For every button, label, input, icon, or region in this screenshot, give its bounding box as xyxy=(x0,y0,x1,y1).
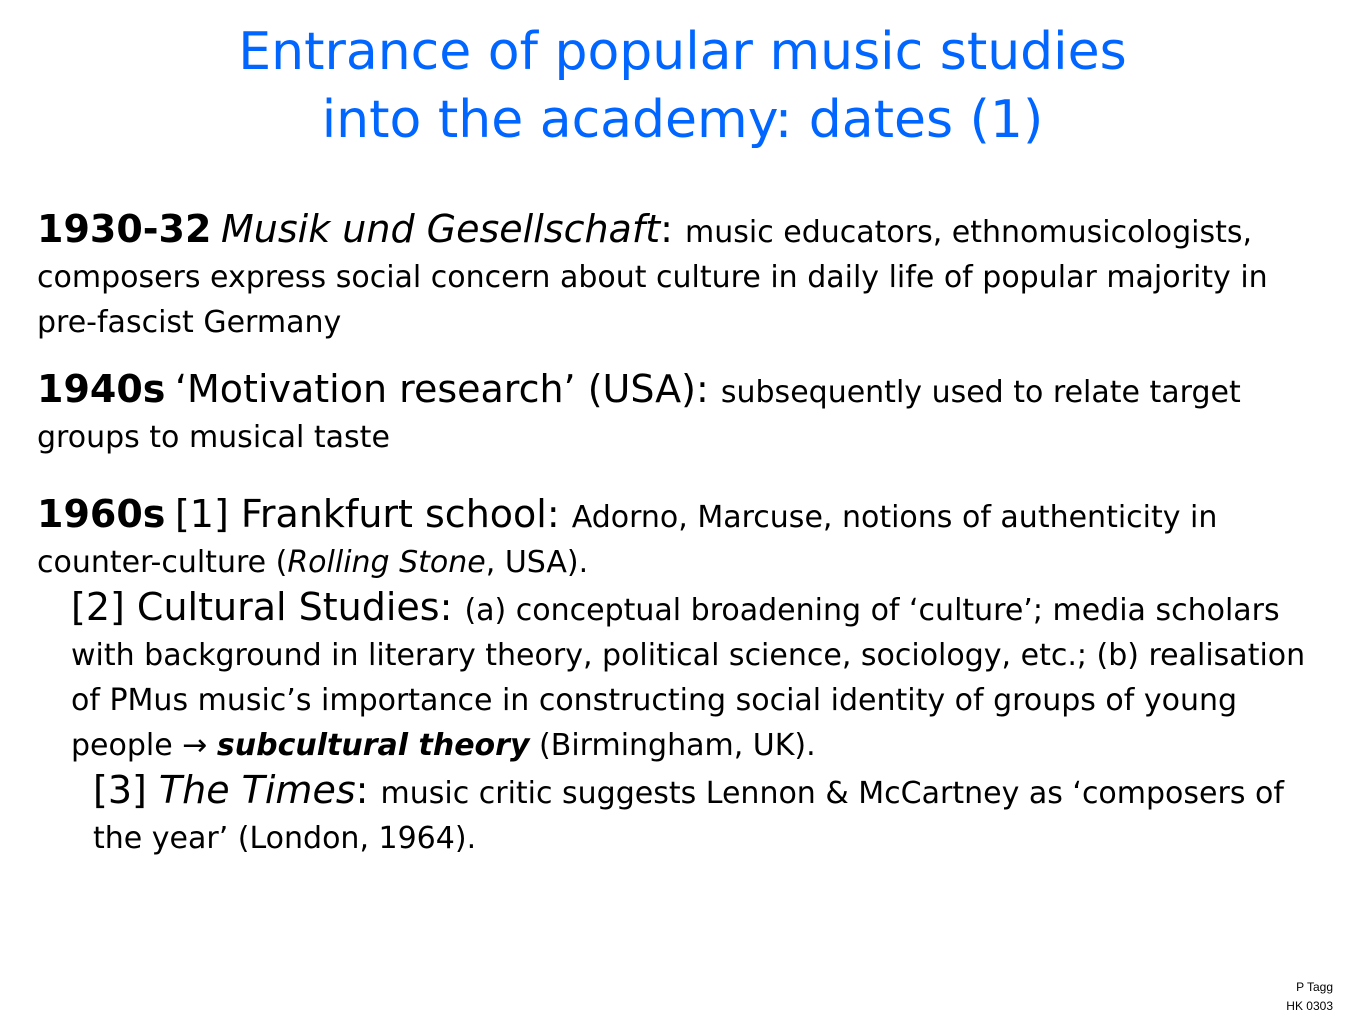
entry-year: 1960s xyxy=(37,492,166,536)
sub-heading-italic: The Times xyxy=(158,768,356,812)
slide-title-line-2: into the academy: dates (1) xyxy=(321,90,1044,150)
sub-text-end: (Birmingham, UK). xyxy=(529,728,816,763)
slide-title xyxy=(0,18,1365,154)
slide-title-line-1: Entrance of popular music studies xyxy=(238,22,1127,82)
entry-1940s xyxy=(37,367,1327,460)
entry-1960s-sub-3 xyxy=(37,768,1327,861)
sub-heading-colon: : xyxy=(355,768,381,812)
entry-1930-32 xyxy=(37,207,1327,345)
sub-text: Adorno, Marcuse, notions of authenticity in counter-culture ( xyxy=(37,500,1218,580)
entry-1960s-sub-1 xyxy=(37,492,1327,585)
entry-heading: Musik und Gesellschaft xyxy=(220,207,661,251)
sub-text-italic: Rolling Stone xyxy=(287,545,486,580)
sub-text: (a) conceptual broadening of ‘culture’; media scholars with background in literary theory, political science, sociology, etc.; (b) realisation of PMus music’s importance in constructing social identity of groups of young people → xyxy=(71,593,1306,763)
footer-author: P Tagg xyxy=(1296,980,1333,994)
sub-text: music critic suggests Lennon & McCartney as ‘composers of the year’ (London, 1964). xyxy=(93,776,1284,856)
sub-text-bold-italic: subcultural theory xyxy=(216,728,530,763)
entry-text: music educators, ethnomusicologists, composers express social concern about culture in daily life of popular majority in pre-fascist Germany xyxy=(37,215,1268,340)
entry-1960s-sub-2 xyxy=(37,585,1327,768)
entry-year: 1930-32 xyxy=(37,207,212,251)
entry-text: subsequently used to relate target groups to musical taste xyxy=(37,375,1241,455)
entry-year: 1940s xyxy=(37,367,166,411)
footer-code: HK 0303 xyxy=(1286,999,1333,1013)
slide-footer xyxy=(1286,978,1333,1016)
sub-heading: [2] Cultural Studies: xyxy=(71,585,465,629)
sub-text-end: , USA). xyxy=(485,545,589,580)
entry-heading: ‘Motivation research’ (USA): xyxy=(174,367,721,411)
entry-1960s xyxy=(37,492,1327,861)
sub-heading: [1] Frankfurt school: xyxy=(174,492,572,536)
sub-prefix: [3] xyxy=(93,768,159,812)
entry-heading-colon: : xyxy=(660,207,685,251)
